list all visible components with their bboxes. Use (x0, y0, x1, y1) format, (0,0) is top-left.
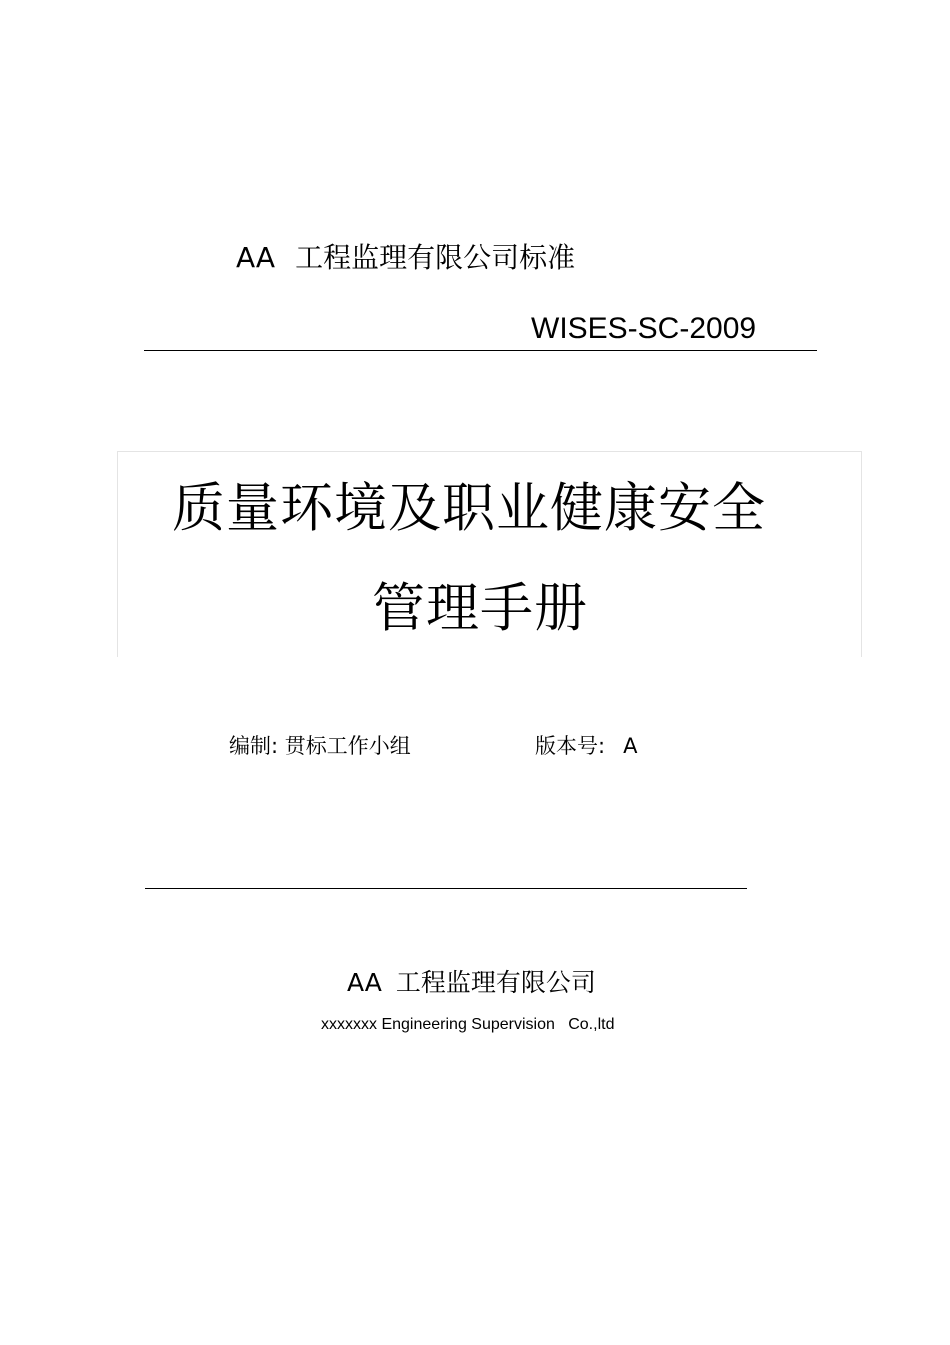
version-value: A (623, 734, 638, 758)
standard-header (236, 238, 575, 278)
company-name-cn (347, 965, 596, 1001)
compiled-label: 编制: (229, 734, 279, 758)
compiled-value: 贯标工作小组 (284, 734, 411, 758)
footer-divider (145, 888, 747, 889)
org-standard-name: 工程监理有限公司标准 (295, 241, 576, 274)
company-name: 工程监理有限公司 (395, 968, 596, 997)
manual-title-line-1: 质量环境及职业健康安全 (172, 478, 766, 539)
document-code: WISES-SC-2009 (531, 312, 757, 345)
org-prefix: AA (236, 241, 276, 274)
manual-title-line-2: 管理手册 (372, 578, 588, 639)
version-info (535, 731, 637, 761)
version-label: 版本号: (535, 734, 606, 758)
header-divider (144, 350, 817, 351)
compiled-by (229, 731, 411, 761)
company-prefix: AA (347, 968, 382, 997)
company-name-en: xxxxxxx Engineering Supervision Co.,ltd (321, 1016, 615, 1033)
